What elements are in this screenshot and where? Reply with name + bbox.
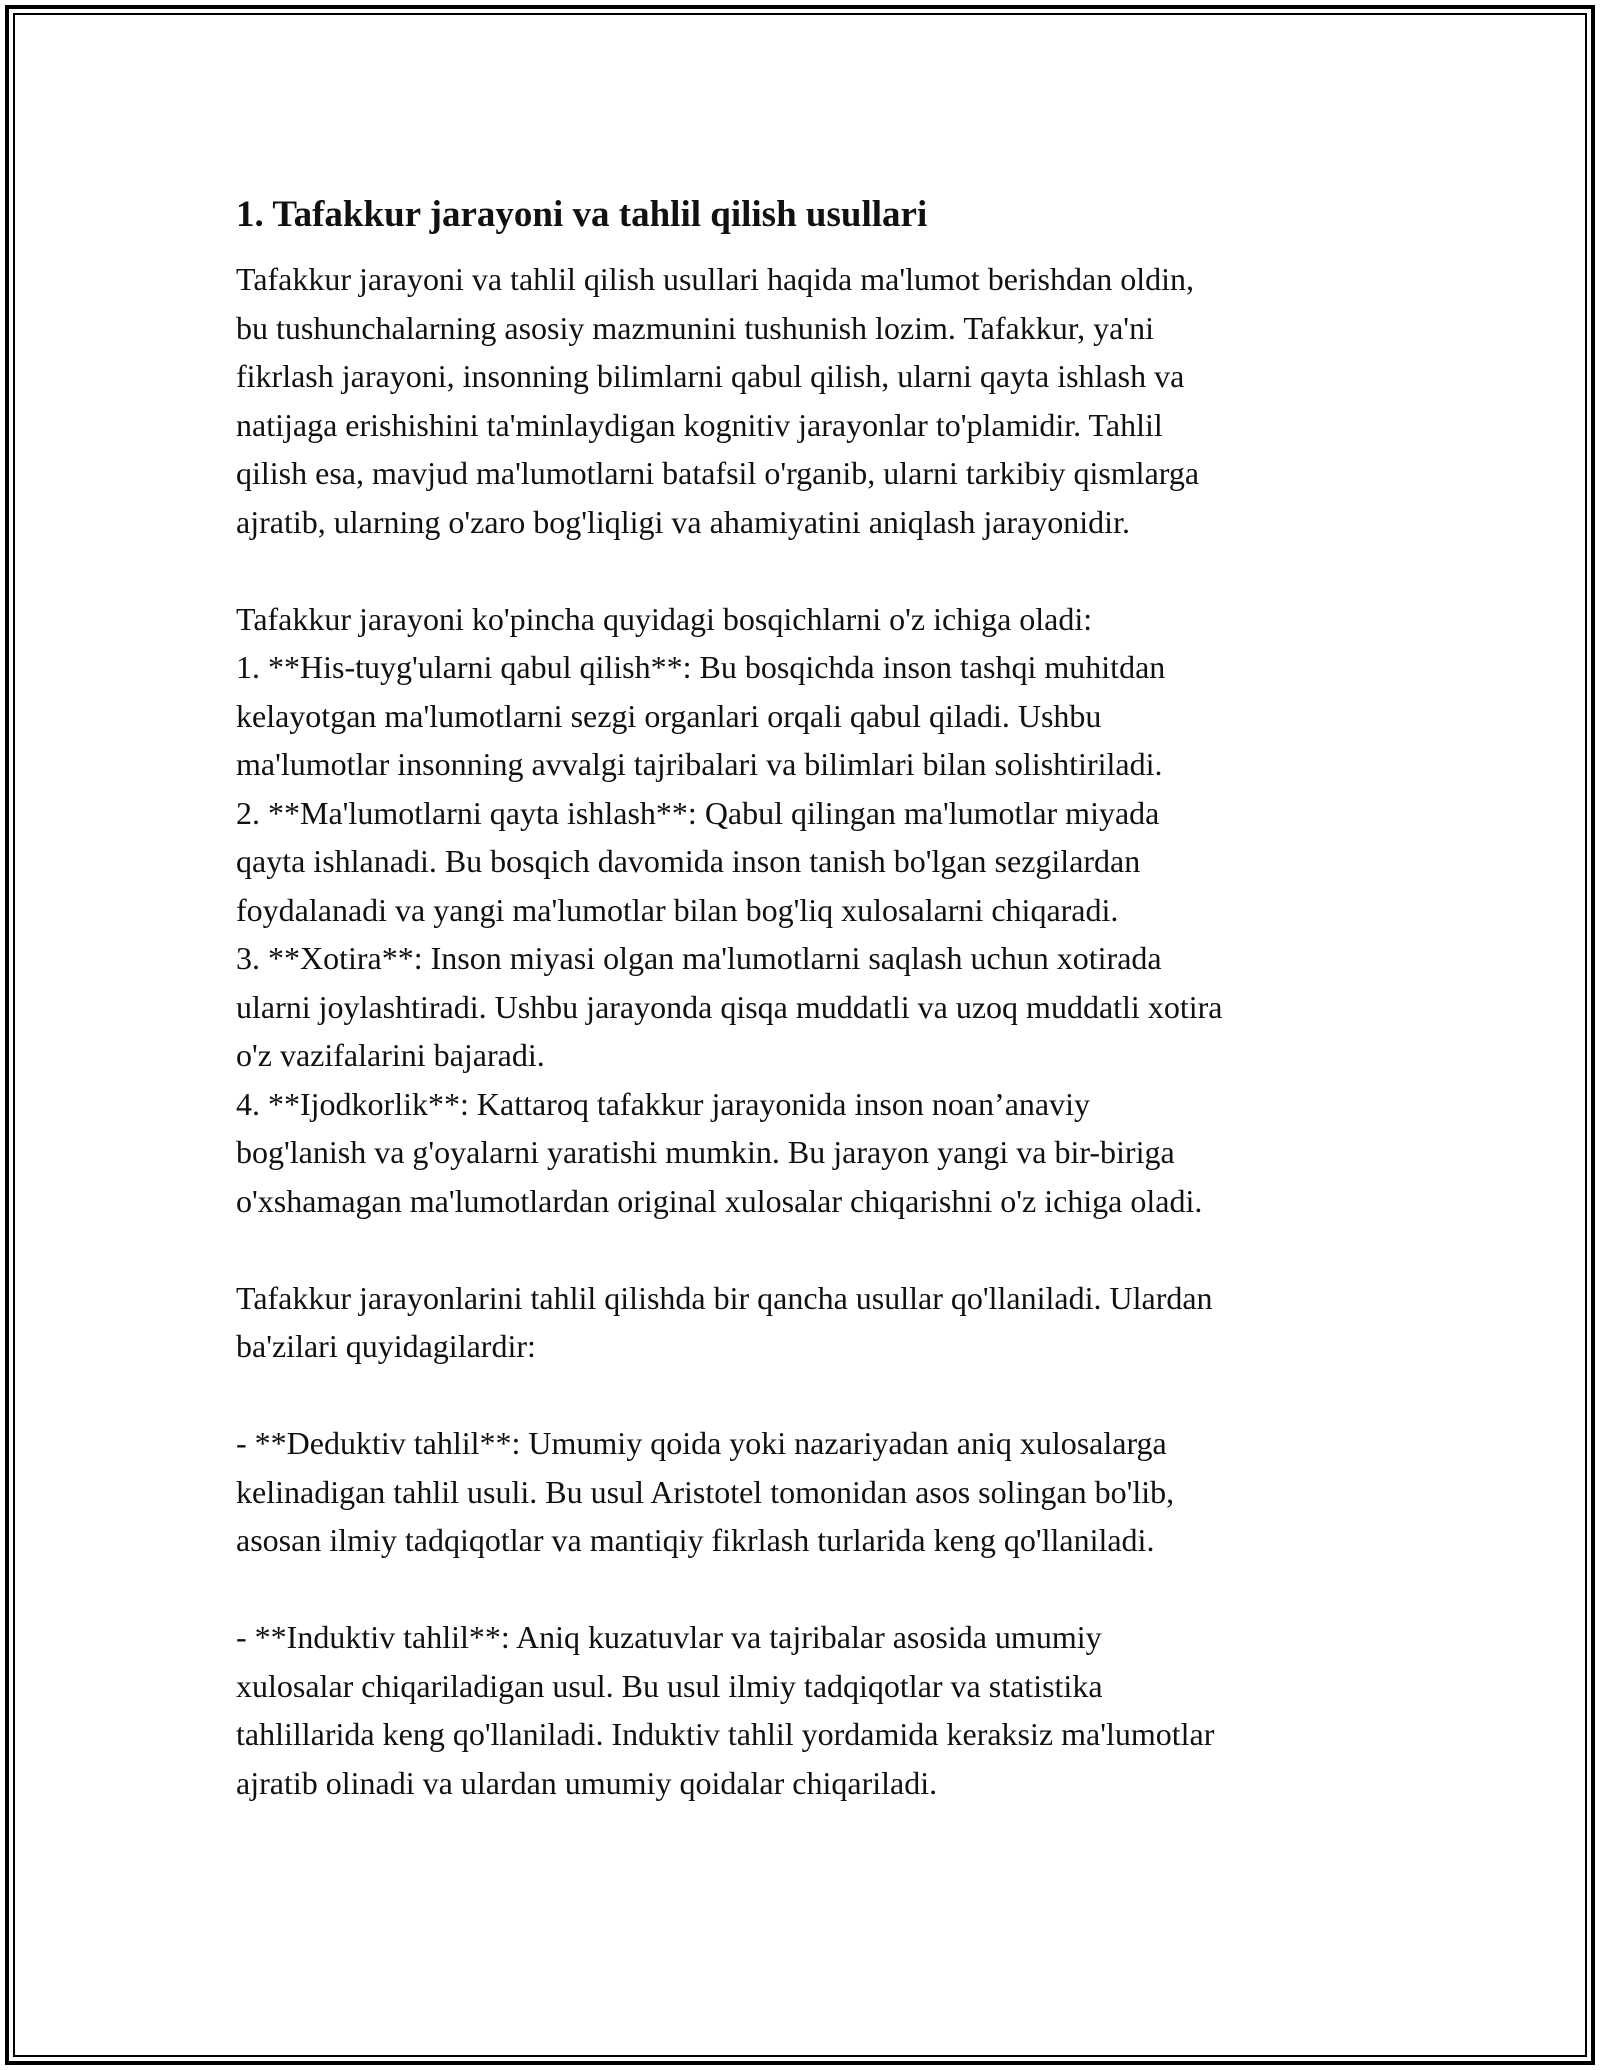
text-line: ba'zilari quyidagilardir: — [236, 1328, 536, 1364]
text-line: 3. **Xotira**: Inson miyasi olgan ma'lumotlarni saqlash uchun xotirada — [236, 940, 1162, 976]
text-line: natijaga erishishini ta'minlaydigan kognitiv jarayonlar to'plamidir. Tahlil — [236, 406, 1163, 443]
text-line: Tafakkur jarayoni va tahlil qilish usullari haqida ma'lumot berishdan oldin, — [236, 261, 1194, 297]
text-line: ularni joylashtiradi. Ushbu jarayonda qisqa muddatli va uzoq muddatli xotira — [236, 988, 1223, 1025]
text-line: - **Deduktiv tahlil**: Umumiy qoida yoki nazariyadan aniq xulosalarga — [236, 1425, 1167, 1461]
paragraph — [236, 595, 1386, 1226]
paragraph-gap — [236, 546, 1386, 595]
text-line: asosan ilmiy tadqiqotlar va mantiqiy fikrlash turlarida keng qo'llaniladi. — [236, 1522, 1155, 1558]
text-line: fikrlash jarayoni, insonning bilimlarni qabul qilish, ularni qayta ishlash va — [236, 358, 1185, 394]
text-line: Tafakkur jarayonlarini tahlil qilishda bir qancha usullar qo'llaniladi. Ulardan — [236, 1279, 1213, 1316]
text-line: 4. **Ijodkorlik**: Kattaroq tafakkur jarayonida inson noan’anaviy — [236, 1085, 1090, 1122]
text-line: qilish esa, mavjud ma'lumotlarni batafsil o'rganib, ularni tarkibiy qismlarga — [236, 455, 1200, 491]
text-line: bu tushunchalarning asosiy mazmunini tushunish lozim. Tafakkur, ya'ni — [236, 309, 1154, 346]
text-line: 1. **His-tuyg'ularni qabul qilish**: Bu bosqichda inson tashqi muhitdan — [236, 649, 1166, 685]
paragraph-gap — [236, 1371, 1386, 1420]
text-line: kelayotgan ma'lumotlarni sezgi organlari orqali qabul qiladi. Ushbu — [236, 697, 1102, 734]
paragraph — [236, 255, 1386, 546]
text-line: ajratib olinadi va ulardan umumiy qoidalar chiqariladi. — [236, 1764, 938, 1801]
text-line: 2. **Ma'lumotlarni qayta ishlash**: Qabul qilingan ma'lumotlar miyada — [236, 794, 1160, 831]
text-line: tahlillarida keng qo'llaniladi. Induktiv tahlil yordamida keraksiz ma'lumotlar — [236, 1716, 1215, 1752]
text-line: foydalanadi va yangi ma'lumotlar bilan bog'liq xulosalarni chiqaradi. — [236, 891, 1119, 928]
document-title: 1. Tafakkur jarayoni va tahlil qilish usullari — [236, 194, 928, 235]
document-page — [236, 187, 1386, 1807]
text-line: xulosalar chiqariladigan usul. Bu usul ilmiy tadqiqotlar va statistika — [236, 1667, 1103, 1704]
text-line: Tafakkur jarayoni ko'pincha quyidagi bosqichlarni o'z ichiga oladi: — [236, 600, 1093, 637]
text-line: ma'lumotlar insonning avvalgi tajribalari va bilimlari bilan solishtiriladi. — [236, 746, 1163, 782]
text-line: - **Induktiv tahlil**: Aniq kuzatuvlar va tajribalar asosida umumiy — [236, 1619, 1102, 1655]
paragraph-gap — [236, 1565, 1386, 1614]
text-line: qayta ishlanadi. Bu bosqich davomida inson tanish bo'lgan sezgilardan — [236, 843, 1141, 879]
paragraph — [236, 1613, 1386, 1807]
text-line: o'z vazifalarini bajaradi. — [236, 1037, 545, 1073]
text-line: ajratib, ularning o'zaro bog'liqligi va ahamiyatini aniqlash jarayonidir. — [236, 503, 1130, 540]
text-line: bog'lanish va g'oyalarni yaratishi mumkin. Bu jarayon yangi va bir-biriga — [236, 1134, 1175, 1170]
text-line: kelinadigan tahlil usuli. Bu usul Aristotel tomonidan asos solingan bo'lib, — [236, 1473, 1175, 1510]
paragraph — [236, 1274, 1386, 1371]
paragraph — [236, 1419, 1386, 1565]
paragraph-gap — [236, 1225, 1386, 1274]
text-line: o'xshamagan ma'lumotlardan original xulosalar chiqarishni o'z ichiga oladi. — [236, 1182, 1203, 1219]
document-body — [236, 255, 1386, 1807]
